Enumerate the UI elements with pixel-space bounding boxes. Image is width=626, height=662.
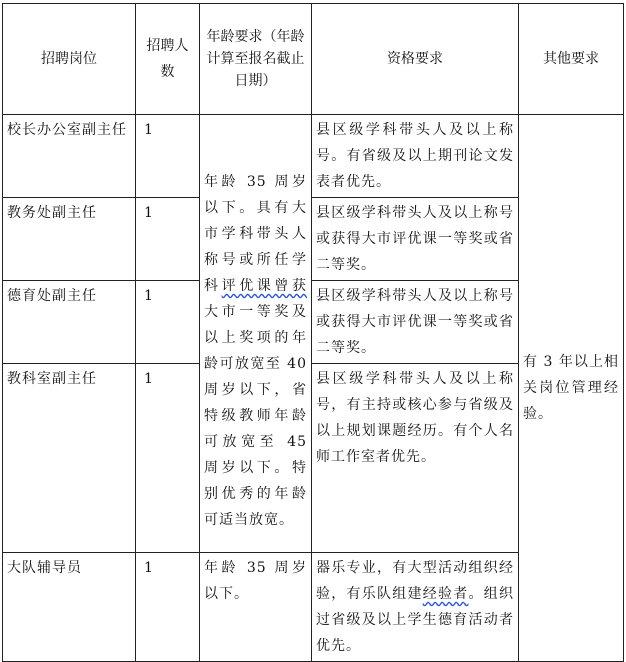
count-cell: 1 [136,198,200,281]
header-row [3,4,624,115]
other-requirement-cell: 有 3 年以上相关岗位管理经验。 [519,115,624,662]
position-cell: 教务处副主任 [3,198,136,281]
age-cell-last: 年龄 35 周岁以下。 [200,553,312,662]
qualification-cell: 县区级学科带头人及以上称号或获得大市评优课一等奖或省二等奖。 [312,281,519,364]
qualification-cell: 县区级学科带头人及以上称号，有主持或核心参与省级及以上规划课题经历。有个人名师工作室者优先。 [312,364,519,553]
age-cell-merged [200,115,312,553]
age-requirement-text: 年龄 35 周岁以下。具有大市学科带头人称号或所任学科评优课曾获大市一等奖及以上奖项的年龄可放宽至 40 周岁以下，省特级教师年龄可放宽至 45 周岁以下。特别优秀的年龄可适当放宽。 [204,174,308,528]
count-cell: 1 [136,364,200,553]
qualification-cell: 县区级学科带头人及以上称号或获得大市评优课一等奖或省二等奖。 [312,198,519,281]
qualification-cell: 器乐专业，有大型活动组织经验，有乐队组建经验者。组织过省级及以上学生德育活动者优先。 [312,553,519,662]
header-count: 招聘人数 [136,4,200,115]
position-cell: 校长办公室副主任 [3,115,136,198]
wavy-underlined-text: 经验者 [422,586,469,602]
table-row [3,115,624,198]
position-cell: 大队辅导员 [3,553,136,662]
recruitment-table [2,3,624,662]
count-cell: 1 [136,281,200,364]
position-cell: 德育处副主任 [3,281,136,364]
header-position: 招聘岗位 [3,4,136,115]
header-age: 年龄要求（年龄计算至报名截止日期） [200,4,312,115]
header-other: 其他要求 [519,4,624,115]
count-cell: 1 [136,553,200,662]
count-cell: 1 [136,115,200,198]
position-cell: 教科室副主任 [3,364,136,553]
wavy-underlined-text: 评优课曾获 [221,278,308,294]
qualification-cell: 县区级学科带头人及以上称号。有省级及以上期刊论文发表者优先。 [312,115,519,198]
header-qualification: 资格要求 [312,4,519,115]
